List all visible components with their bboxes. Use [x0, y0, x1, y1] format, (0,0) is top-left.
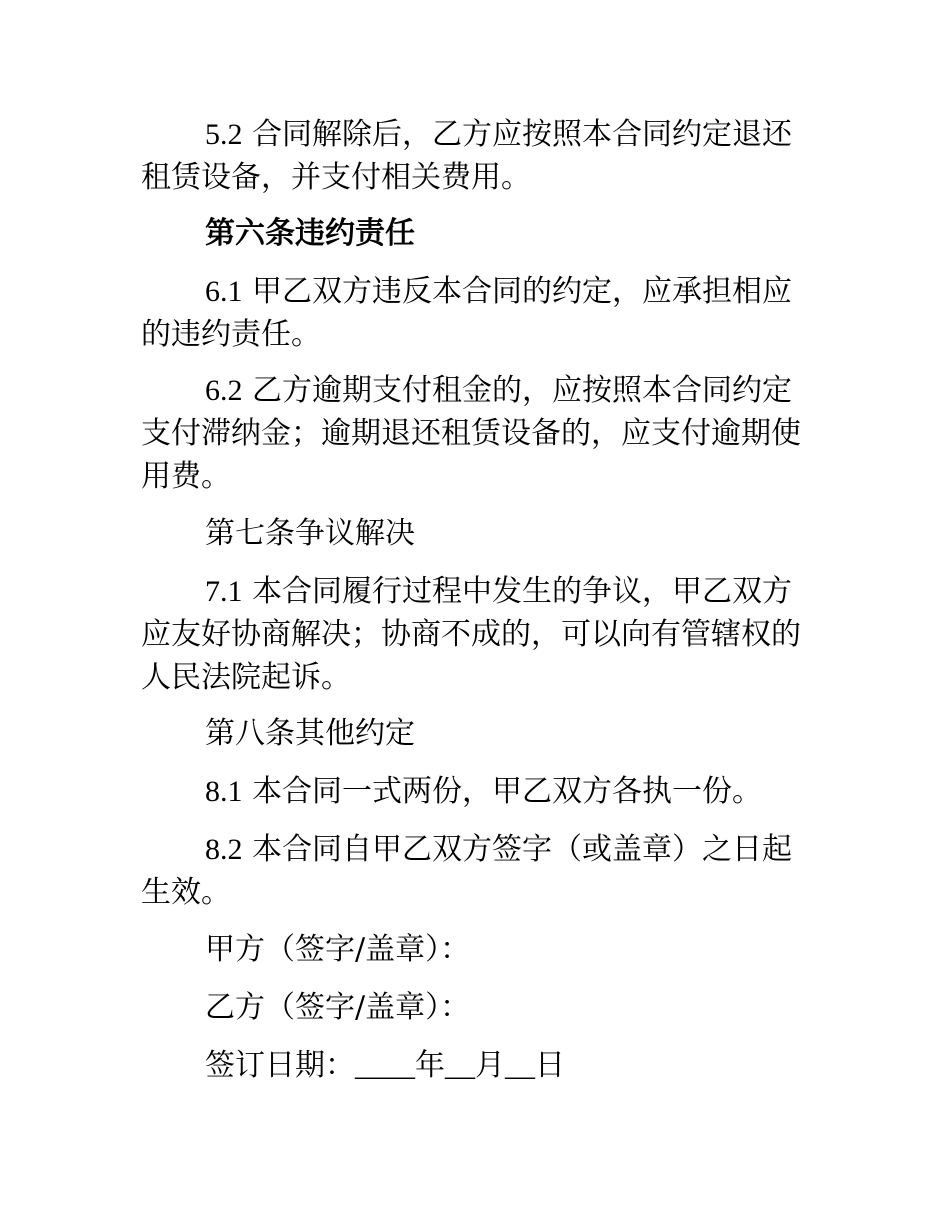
- party-a-signature-line: [141, 928, 813, 971]
- clause-7-1: [141, 570, 813, 699]
- day-blank: __: [505, 1049, 535, 1082]
- clause-text: 本合同履行过程中发生的争议，甲乙双方应友好协商解决；协商不成的，可以向有管辖权的人民法院起诉。: [141, 574, 801, 695]
- clause-number: 6.2: [205, 374, 243, 407]
- day-label: 日: [535, 1048, 565, 1083]
- party-b-label: 乙方（签字/盖章）：: [205, 990, 471, 1025]
- clause-number: 6.1: [205, 275, 243, 308]
- clause-text: 乙方逾期支付租金的，应按照本合同约定支付滞纳金；逾期退还租赁设备的，应支付逾期使用费。: [141, 373, 801, 494]
- section-heading-text: 第六条违约责任: [205, 216, 415, 251]
- clause-text: 合同解除后，乙方应按照本合同约定退还租赁设备，并支付相关费用。: [141, 117, 793, 195]
- clause-8-1: [141, 770, 813, 813]
- section-heading-8: [141, 712, 813, 755]
- section-heading-text: 第七条争议解决: [205, 516, 415, 551]
- party-b-signature-line: [141, 986, 813, 1029]
- clause-6-1: [141, 270, 813, 356]
- year-blank: ____: [355, 1049, 415, 1082]
- clause-5-2: [141, 113, 813, 199]
- clause-number: 8.2: [205, 833, 243, 866]
- signing-date-line: [141, 1044, 813, 1087]
- year-label: 年: [415, 1048, 445, 1083]
- month-label: 月: [475, 1048, 505, 1083]
- clause-8-2: [141, 828, 813, 914]
- clause-number: 7.1: [205, 575, 243, 608]
- clause-number: 5.2: [205, 118, 243, 151]
- section-heading-text: 第八条其他约定: [205, 716, 415, 751]
- clause-text: 甲乙双方违反本合同的约定，应承担相应的违约责任。: [141, 274, 793, 352]
- clause-text: 本合同自甲乙双方签字（或盖章）之日起生效。: [141, 832, 793, 910]
- section-heading-7: [141, 512, 813, 555]
- section-heading-6: [141, 212, 813, 255]
- date-label: 签订日期：: [205, 1048, 355, 1083]
- clause-6-2: [141, 369, 813, 498]
- month-blank: __: [445, 1049, 475, 1082]
- clause-number: 8.1: [205, 775, 243, 808]
- party-a-label: 甲方（签字/盖章）：: [205, 932, 471, 967]
- clause-text: 本合同一式两份，甲乙双方各执一份。: [252, 774, 763, 809]
